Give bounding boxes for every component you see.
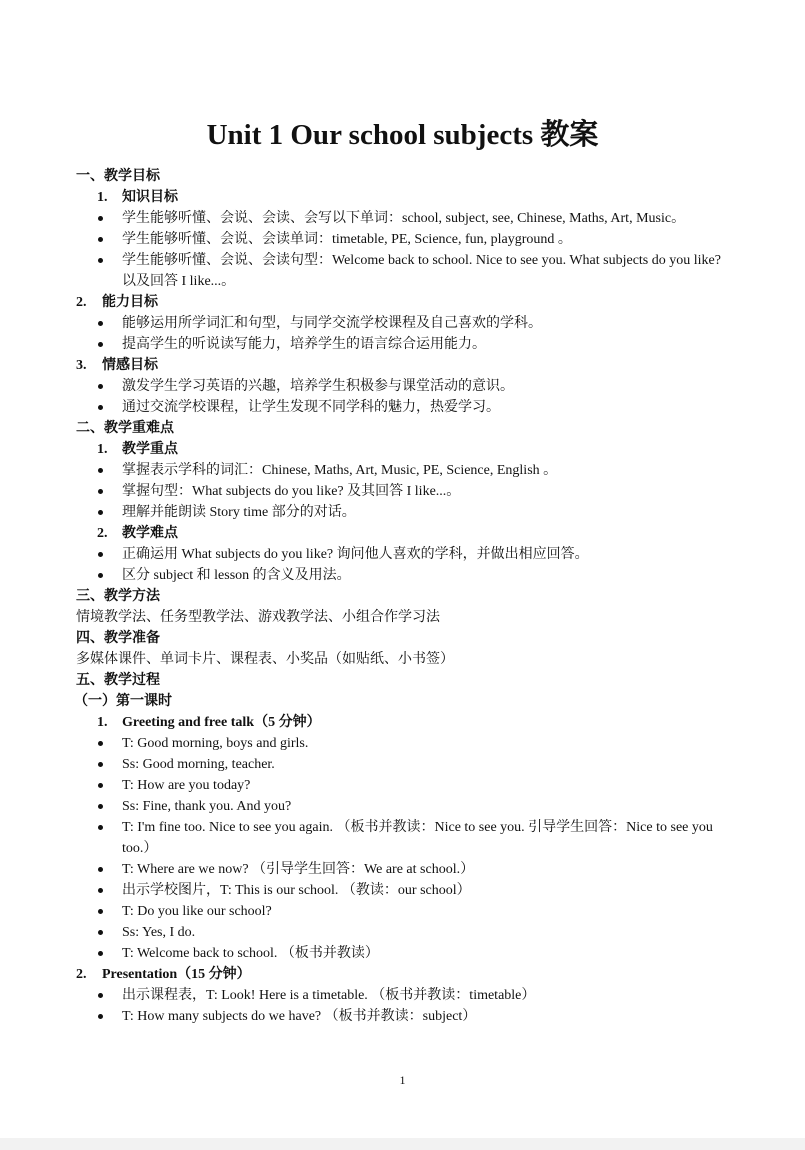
subsection-number: 2.	[76, 967, 87, 982]
section-text: 多媒体课件、单词卡片、课程表、小奖品（如贴纸、小书签）	[76, 652, 454, 667]
bullet-icon	[98, 384, 103, 389]
bullet-icon	[98, 489, 103, 494]
subsection-number: 2.	[97, 526, 108, 541]
list-item-text: 提高学生的听说读写能力，培养学生的语言综合运用能力。	[122, 337, 486, 352]
list-item-text: 理解并能朗读 Story time 部分的对话。	[122, 505, 356, 520]
bullet-icon	[98, 741, 103, 746]
subsection-heading	[0, 523, 805, 544]
bullet-icon	[98, 342, 103, 347]
list-item	[0, 796, 805, 817]
lesson-heading: （一）第一课时	[74, 694, 172, 709]
list-item-text: 正确运用 What subjects do you like? 询问他人喜欢的学科，并做出相应回答。	[122, 547, 589, 562]
list-item-text: 激发学生学习英语的兴趣，培养学生积极参与课堂活动的意识。	[122, 379, 514, 394]
subsection-number: 2.	[76, 295, 87, 310]
list-item	[0, 460, 805, 481]
list-item-text: 掌握句型：What subjects do you like? 及其回答 I like...。	[122, 484, 461, 499]
list-item-text: T: Welcome back to school. （板书并教读）	[122, 946, 379, 961]
subsection-heading	[0, 292, 805, 313]
section-heading: 二、教学重难点	[76, 421, 174, 436]
bullet-icon	[98, 867, 103, 872]
bullet-icon	[98, 321, 103, 326]
subsection-title: Presentation（15 分钟）	[102, 967, 251, 982]
bullet-icon	[98, 930, 103, 935]
subsection-heading	[0, 964, 805, 985]
section-heading: 五、教学过程	[76, 673, 160, 688]
bullet-icon	[98, 825, 103, 830]
page-number: 1	[399, 1073, 406, 1087]
list-item	[0, 502, 805, 523]
bullet-icon	[98, 804, 103, 809]
list-item-text: T: How many subjects do we have? （板书并教读：subject）	[122, 1009, 477, 1024]
list-item	[0, 397, 805, 418]
subsection-title: 知识目标	[122, 190, 178, 205]
list-item	[0, 565, 805, 586]
bullet-icon	[98, 510, 103, 515]
list-item-text: Ss: Fine, thank you. And you?	[122, 799, 292, 814]
subsection-heading	[0, 187, 805, 208]
list-item-text: T: I'm fine too. Nice to see you again. （板书并教读：Nice to see you. 引导学生回答：Nice to see you too.）	[122, 820, 713, 856]
bullet-icon	[98, 258, 103, 263]
bullet-icon	[98, 237, 103, 242]
list-item-text: Ss: Good morning, teacher.	[122, 757, 275, 772]
document-body	[0, 166, 805, 1027]
subsection-heading	[0, 355, 805, 376]
list-item	[0, 481, 805, 502]
subsection-number: 1.	[97, 442, 108, 457]
bullet-icon	[98, 552, 103, 557]
list-item	[0, 733, 805, 754]
list-item-text: T: Good morning, boys and girls.	[122, 736, 309, 751]
list-item	[0, 775, 805, 796]
list-item	[0, 901, 805, 922]
bullet-icon	[98, 405, 103, 410]
subsection-title: 教学难点	[122, 526, 178, 541]
list-item	[0, 754, 805, 775]
list-item-text: 学生能够听懂、会说、会读、会写以下单词：school, subject, see, Chinese, Maths, Art, Music。	[122, 211, 686, 226]
bullet-icon	[98, 783, 103, 788]
list-item-text: T: How are you today?	[122, 778, 251, 793]
bullet-icon	[98, 1014, 103, 1019]
bullet-icon	[98, 993, 103, 998]
list-item	[0, 376, 805, 397]
list-item-text: 学生能够听懂、会说、会读句型：Welcome back to school. Nice to see you. What subjects do you like? 以及回答 I like...。	[122, 253, 721, 289]
bullet-icon	[98, 573, 103, 578]
list-item	[0, 334, 805, 355]
list-item	[0, 880, 805, 901]
bullet-icon	[98, 909, 103, 914]
subsection-number: 1.	[97, 190, 108, 205]
subsection-heading	[0, 439, 805, 460]
list-item	[0, 229, 805, 250]
list-item-text: 出示学校图片，T: This is our school. （教读：our school）	[122, 883, 471, 898]
list-item	[0, 544, 805, 565]
list-item	[0, 859, 805, 880]
section-heading: 三、教学方法	[76, 589, 160, 604]
section-heading: 一、教学目标	[76, 169, 160, 184]
list-item-text: 区分 subject 和 lesson 的含义及用法。	[122, 568, 351, 583]
subsection-title: 能力目标	[102, 295, 158, 310]
list-item	[0, 1006, 805, 1027]
subsection-number: 3.	[76, 358, 87, 373]
list-item	[0, 985, 805, 1006]
list-item	[0, 313, 805, 334]
list-item	[0, 817, 805, 859]
subsection-title: Greeting and free talk（5 分钟）	[122, 715, 321, 730]
list-item-text: 能够运用所学词汇和句型，与同学交流学校课程及自己喜欢的学科。	[122, 316, 542, 331]
list-item	[0, 943, 805, 964]
bullet-icon	[98, 888, 103, 893]
bullet-icon	[98, 216, 103, 221]
list-item	[0, 922, 805, 943]
list-item-text: T: Do you like our school?	[122, 904, 272, 919]
list-item-text: 通过交流学校课程，让学生发现不同学科的魅力，热爱学习。	[122, 400, 500, 415]
list-item-text: T: Where are we now? （引导学生回答：We are at school.）	[122, 862, 475, 877]
subsection-number: 1.	[97, 715, 108, 730]
list-item	[0, 250, 805, 292]
subsection-title: 教学重点	[122, 442, 178, 457]
list-item	[0, 208, 805, 229]
list-item-text: 学生能够听懂、会说、会读单词：timetable, PE, Science, fun, playground 。	[122, 232, 572, 247]
subsection-title: 情感目标	[102, 358, 158, 373]
list-item-text: Ss: Yes, I do.	[122, 925, 196, 940]
document-title: Unit 1 Our school subjects 教案	[206, 119, 599, 151]
bullet-icon	[98, 951, 103, 956]
list-item-text: 出示课程表，T: Look! Here is a timetable. （板书并教读：timetable）	[122, 988, 536, 1003]
list-item-text: 掌握表示学科的词汇：Chinese, Maths, Art, Music, PE, Science, English 。	[122, 463, 558, 478]
bullet-icon	[98, 468, 103, 473]
bullet-icon	[98, 762, 103, 767]
subsection-heading	[0, 712, 805, 733]
section-text: 情境教学法、任务型教学法、游戏教学法、小组合作学习法	[76, 610, 440, 625]
section-heading: 四、教学准备	[76, 631, 160, 646]
